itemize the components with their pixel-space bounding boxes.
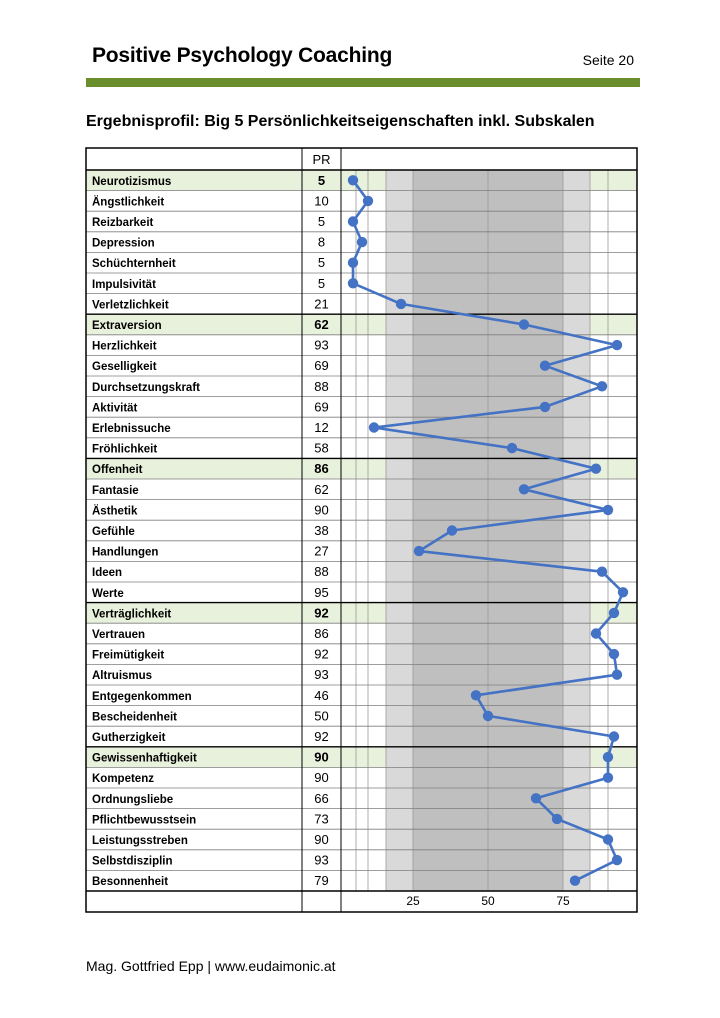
pr-value: 88 xyxy=(314,564,329,580)
profile-point xyxy=(603,834,613,844)
subscale-label: Schüchternheit xyxy=(92,258,176,271)
profile-point xyxy=(363,196,373,206)
subscale-label: Erlebnissuche xyxy=(92,423,171,435)
pr-value: 86 xyxy=(314,626,329,641)
scale-label: Gewissenhaftigkeit xyxy=(92,752,197,765)
pr-value: 5 xyxy=(317,255,326,271)
subscale-label: Durchsetzungskraft xyxy=(92,381,200,394)
pr-value: 46 xyxy=(314,687,329,703)
subscale-label: Pflichtbewusstsein xyxy=(92,814,197,827)
profile-point xyxy=(540,402,550,412)
pr-value: 21 xyxy=(314,296,329,312)
pr-value: 50 xyxy=(314,708,329,724)
scale-label: Neurotizismus xyxy=(92,175,172,188)
subscale-label: Besonnenheit xyxy=(92,876,169,889)
pr-value: 88 xyxy=(314,378,329,394)
pr-value: 8 xyxy=(317,234,326,250)
pr-value: 69 xyxy=(314,399,329,415)
subscale-label: Ästhetik xyxy=(92,505,138,518)
pr-value: 93 xyxy=(314,852,329,868)
pr-value: 92 xyxy=(314,605,329,621)
profile-point xyxy=(612,670,622,680)
pr-value: 90 xyxy=(314,502,329,518)
subscale-label: Aktivität xyxy=(92,402,138,415)
pr-column-header: PR xyxy=(312,152,331,167)
profile-point xyxy=(609,731,619,741)
profile-point xyxy=(603,773,613,783)
document-title: Positive Psychology Coaching xyxy=(92,44,393,67)
profile-point xyxy=(396,299,406,309)
profile-point xyxy=(507,443,517,453)
profile-point xyxy=(414,546,424,556)
scale-label: Extraversion xyxy=(92,320,162,332)
profile-point xyxy=(591,628,601,638)
scale-label: Verträglichkeit xyxy=(92,608,172,621)
profile-point xyxy=(483,711,493,721)
subscale-label: Entgegenkommen xyxy=(92,690,192,703)
profile-point xyxy=(609,649,619,659)
pr-value: 5 xyxy=(317,275,326,291)
profile-point xyxy=(531,793,541,803)
pr-value: 38 xyxy=(314,523,329,538)
pr-value: 93 xyxy=(314,667,329,683)
section-subtitle: Ergebnisprofil: Big 5 Persönlichkeitseigenschaften inkl. Subskalen xyxy=(86,113,595,130)
profile-point xyxy=(597,381,607,391)
x-tick-label: 25 xyxy=(406,894,420,908)
pr-value: 12 xyxy=(314,420,329,435)
profile-point xyxy=(612,340,622,350)
profile-point xyxy=(357,237,367,247)
subscale-label: Reizbarkeit xyxy=(92,217,154,229)
pr-value: 69 xyxy=(314,358,329,374)
pr-value: 90 xyxy=(314,832,329,847)
subscale-label: Herzlichkeit xyxy=(92,340,157,353)
profile-point xyxy=(618,587,628,597)
subscale-label: Kompetenz xyxy=(92,773,154,786)
page-number: Seite 20 xyxy=(582,52,634,68)
x-tick-label: 50 xyxy=(481,894,495,908)
subscale-label: Ordnungsliebe xyxy=(92,793,174,806)
subscale-label: Verletzlichkeit xyxy=(92,299,169,312)
profile-point xyxy=(519,319,529,329)
pr-value: 58 xyxy=(314,440,329,456)
subscale-label: Leistungsstreben xyxy=(92,835,188,847)
pr-value: 5 xyxy=(317,172,326,188)
subscale-label: Impulsivität xyxy=(92,278,156,291)
subscale-label: Altruismus xyxy=(92,670,153,683)
profile-point xyxy=(447,525,457,535)
subscale-label: Fröhlichkeit xyxy=(92,443,158,456)
profile-point xyxy=(348,258,358,268)
profile-point xyxy=(519,484,529,494)
subscale-label: Fantasie xyxy=(92,484,139,497)
pr-value: 10 xyxy=(314,193,329,209)
profile-point xyxy=(612,855,622,865)
profile-point xyxy=(609,608,619,618)
subscale-label: Depression xyxy=(92,237,155,250)
pr-value: 27 xyxy=(314,543,329,559)
profile-point xyxy=(570,876,580,886)
subscale-label: Ideen xyxy=(92,567,123,580)
profile-point xyxy=(471,690,481,700)
subscale-label: Gutherzigkeit xyxy=(92,732,166,744)
subscale-label: Geselligkeit xyxy=(92,361,157,374)
subscale-label: Selbstdisziplin xyxy=(92,855,173,868)
profile-point xyxy=(348,175,358,185)
percentile-band xyxy=(386,170,413,891)
pr-value: 93 xyxy=(314,337,329,353)
pr-value: 86 xyxy=(314,461,329,477)
pr-value: 62 xyxy=(314,317,329,332)
subscale-label: Werte xyxy=(92,587,124,600)
profile-point xyxy=(369,422,379,432)
pr-value: 5 xyxy=(317,214,326,229)
pr-value: 95 xyxy=(314,584,329,600)
pr-value: 79 xyxy=(314,873,329,889)
pr-value: 90 xyxy=(314,749,329,765)
pr-value: 92 xyxy=(314,729,329,744)
subscale-label: Bescheidenheit xyxy=(92,711,177,724)
scale-label: Offenheit xyxy=(92,464,143,477)
subscale-label: Handlungen xyxy=(92,546,159,559)
subscale-label: Vertrauen xyxy=(92,629,146,641)
x-tick-label: 75 xyxy=(556,894,570,908)
pr-value: 90 xyxy=(314,770,329,786)
profile-point xyxy=(597,567,607,577)
pr-value: 73 xyxy=(314,811,329,827)
profile-point xyxy=(540,361,550,371)
profile-point xyxy=(348,278,358,288)
profile-point xyxy=(603,752,613,762)
subscale-label: Ängstlichkeit xyxy=(92,196,165,209)
footer-credit: Mag. Gottfried Epp | www.eudaimonic.at xyxy=(86,958,336,974)
subscale-label: Gefühle xyxy=(92,526,135,538)
subscale-label: Freimütigkeit xyxy=(92,649,165,662)
profile-point xyxy=(591,464,601,474)
profile-point xyxy=(348,216,358,226)
pr-value: 92 xyxy=(314,646,329,662)
pr-value: 66 xyxy=(314,790,329,806)
profile-point xyxy=(603,505,613,515)
profile-point xyxy=(552,814,562,824)
pr-value: 62 xyxy=(314,481,329,497)
